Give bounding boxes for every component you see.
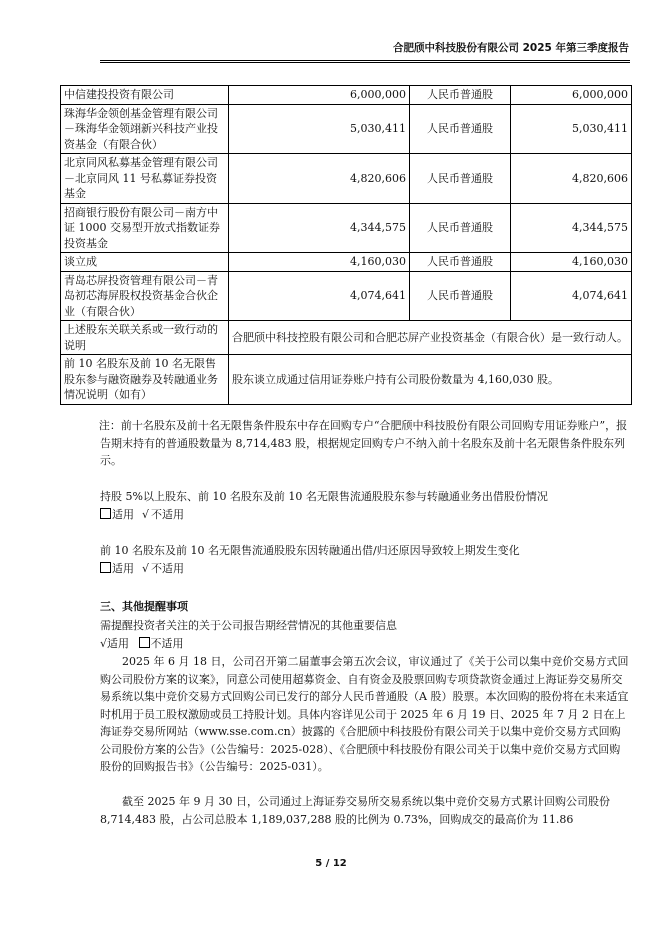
share-class: 人民币普通股 xyxy=(410,203,511,253)
checkmark-icon: √ xyxy=(100,637,108,650)
share-count: 5,030,411 xyxy=(511,104,632,154)
holder-name: 中信建投投资有限公司 xyxy=(61,86,229,105)
holder-shares: 4,820,606 xyxy=(229,154,410,204)
holder-shares: 4,344,575 xyxy=(229,203,410,253)
holder-name: 谈立成 xyxy=(61,253,229,272)
page-header: 合肥颀中科技股份有限公司 2025 年第三季度报告 xyxy=(392,42,629,54)
checkbox-empty-icon xyxy=(100,562,111,573)
checkbox-empty-icon xyxy=(139,637,150,648)
holder-shares: 4,074,641 xyxy=(229,271,410,321)
share-class: 人民币普通股 xyxy=(410,86,511,105)
not-applicable-label: 不适用 xyxy=(151,508,185,521)
share-count: 4,074,641 xyxy=(511,271,632,321)
table-row xyxy=(61,154,632,204)
margin-text: 股东谈立成通过信用证券账户持有公司股份数量为 4,160,030 股。 xyxy=(229,355,632,405)
relation-text: 合肥颀中科技控股有限公司和合肥芯屏产业投资基金（有限合伙）是一致行动人。 xyxy=(229,321,632,355)
section-intro: 需提醒投资者关注的关于公司报告期经营情况的其他重要信息 xyxy=(100,619,397,632)
table-row xyxy=(61,271,632,321)
change-question: 前 10 名股东及前 10 名无限售流通股股东因转融通出借/归还原因导致较上期发生变化 xyxy=(100,544,520,557)
share-count: 4,820,606 xyxy=(511,154,632,204)
buyback-progress-paragraph: 截至 2025 年 9 月 30 日，公司通过上海证券交易所交易系统以集中竞价交易方式累计回购公司股份 8,714,483 股，占公司总股本 1,189,037,288 股的比例为 0.73%，回购成交的最高价为 11.86 xyxy=(100,795,610,826)
share-class: 人民币普通股 xyxy=(410,104,511,154)
table-note: 注：前十名股东及前十名无限售条件股东中存在回购专户“合肥颀中科技股份有限公司回购专用证券账户”，报告期末持有的普通股数量为 8,714,483 股，根据规定回购专户不纳入前十名股东及前十名无限售条件股东列示。 xyxy=(98,419,628,467)
share-count: 4,160,030 xyxy=(511,253,632,272)
holder-name: 招商银行股份有限公司－南方中证 1000 交易型开放式指数证券投资基金 xyxy=(61,203,229,253)
header-rule-thin xyxy=(100,62,630,63)
holder-name: 珠海华金领创基金管理有限公司－珠海华金领翊新兴科技产业投资基金（有限合伙） xyxy=(61,104,229,154)
applicable-label: 适用 xyxy=(107,637,130,650)
checkbox-empty-icon xyxy=(100,508,111,519)
checkmark-icon: √ xyxy=(142,562,150,575)
share-class: 人民币普通股 xyxy=(410,253,511,272)
change-options xyxy=(100,560,630,578)
share-class: 人民币普通股 xyxy=(410,154,511,204)
margin-label: 前 10 名股东及前 10 名无限售股东参与融资融券及转融通业务情况说明（如有） xyxy=(61,355,229,405)
holder-name: 北京同风私募基金管理有限公司－北京同风 11 号私募证券投资基金 xyxy=(61,154,229,204)
applicable-label: 适用 xyxy=(112,508,134,521)
header-rule xyxy=(100,60,630,61)
table-row xyxy=(61,253,632,272)
lending-options xyxy=(100,506,630,524)
share-count: 6,000,000 xyxy=(511,86,632,105)
table-row xyxy=(61,86,632,105)
share-class: 人民币普通股 xyxy=(410,271,511,321)
margin-row xyxy=(61,355,632,405)
holder-shares: 6,000,000 xyxy=(229,86,410,105)
not-applicable-label: 不适用 xyxy=(151,562,185,575)
table-row xyxy=(61,104,632,154)
checkmark-icon: √ xyxy=(142,508,150,521)
share-count: 4,344,575 xyxy=(511,203,632,253)
holder-name: 青岛芯屏投资管理有限公司－青岛初芯海屏股权投资基金合伙企业（有限合伙） xyxy=(61,271,229,321)
section-title: 三、其他提醒事项 xyxy=(100,600,188,613)
holder-shares: 4,160,030 xyxy=(229,253,410,272)
relation-row xyxy=(61,321,632,355)
relation-label: 上述股东关联关系或一致行动的说明 xyxy=(61,321,229,355)
applicable-label: 适用 xyxy=(112,562,134,575)
page-number: 5 / 12 xyxy=(315,858,347,869)
shareholder-table xyxy=(60,85,632,405)
holder-shares: 5,030,411 xyxy=(229,104,410,154)
section-options xyxy=(100,635,630,653)
not-applicable-label: 不适用 xyxy=(150,637,184,650)
buyback-paragraph: 2025 年 6 月 18 日，公司召开第二届董事会第五次会议，审议通过了《关于公司以集中竞价交易方式回购公司股份方案的议案》，同意公司使用超募资金、自有资金及股票回购专项贷款资金通过上海证券交易所交易系统以集中竞价交易方式回购公司已发行的部分人民币普通股（A 股）股票。本次回购的股份将在未来适宜时机用于员工股权激励或员工持股计划。具体内容详见公司于 2025 年 6 月 19 日、2025 年 7 月 2 日在上海证券交易所网站（www.sse.com.cn）披露的《合肥颀中科技股份有限公司关于以集中竞价交易方式回购公司股份方案的公告》（公告编号：2025-028）、《合肥颀中科技股份有限公司关于以集中竞价交易方式回购股份的回购报告书》（公告编号：2025-031）。 xyxy=(100,655,629,773)
table-row xyxy=(61,203,632,253)
lending-question: 持股 5%以上股东、前 10 名股东及前 10 名无限售流通股股东参与转融通业务出借股份情况 xyxy=(100,490,548,503)
